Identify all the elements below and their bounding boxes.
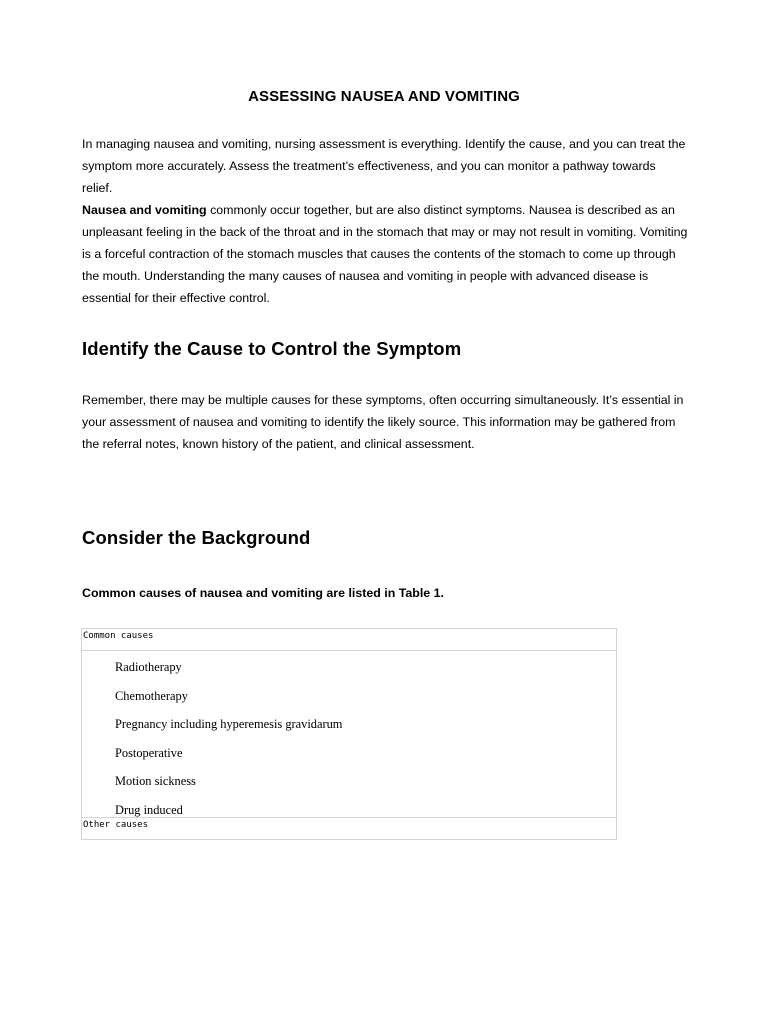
list-item: Pregnancy including hyperemesis gravidarum <box>115 717 343 732</box>
list-item: Drug induced <box>115 802 183 817</box>
list-item: Radiotherapy <box>115 660 182 674</box>
table-caption: Common causes of nausea and vomiting are listed in Table 1. <box>82 586 444 600</box>
section-heading-background: Consider the Background <box>82 527 311 548</box>
section-heading-identify-cause: Identify the Cause to Control the Symptom <box>82 338 462 359</box>
intro-paragraph: In managing nausea and vomiting, nursing assessment is everything. Identify the cause, and you can treat the symptom more accurately. Assess the treatment’s effectiveness, and you can monitor a pathway towards relief. <box>82 137 686 195</box>
identify-cause-paragraph: Remember, there may be multiple causes for these symptoms, often occurring simultaneously. It’s essential in your assessment of nausea and vomiting to identify the likely source. This information may be gathered from the referral notes, known history of the patient, and clinical assessment. <box>82 393 684 451</box>
list-item: Motion sickness <box>115 774 196 789</box>
causes-table <box>81 628 617 840</box>
list-item: Chemotherapy <box>115 688 188 703</box>
list-item: Postoperative <box>115 745 183 760</box>
definition-term: Nausea and vomiting <box>82 203 207 217</box>
table-header-common-causes: Common causes <box>82 629 616 651</box>
definition-paragraph <box>82 199 688 309</box>
definition-text: commonly occur together, but are also distinct symptoms. Nausea is described as an unpleasant feeling in the back of the throat and in the stomach that may or may not result in vomiting. Vomiting is a forceful contraction of the stomach muscles that causes the contents of the stomach to come up through the mouth. Understanding the many causes of nausea and vomiting in people with advanced disease is essential for their effective control. <box>82 203 688 305</box>
table-header-other-causes: Other causes <box>82 817 616 839</box>
common-causes-list <box>115 657 342 829</box>
document-title: ASSESSING NAUSEA AND VOMITING <box>248 88 520 105</box>
